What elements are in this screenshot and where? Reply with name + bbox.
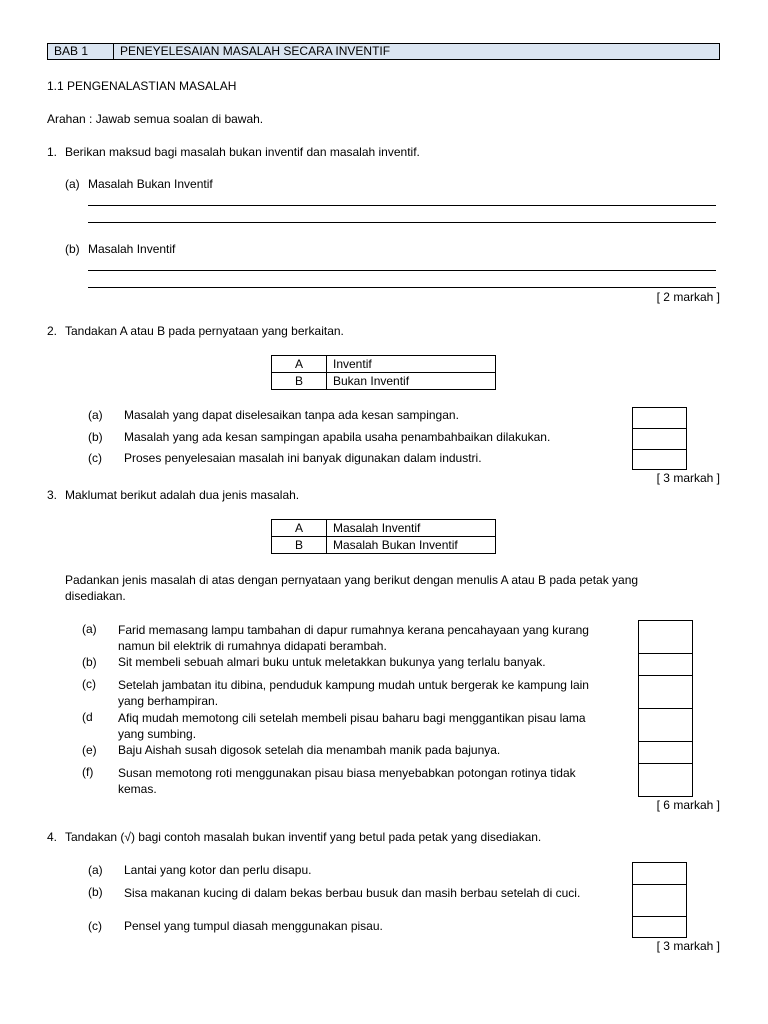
q1-number: 1. [47,145,58,159]
answer-box[interactable] [638,708,693,742]
q2b-text: Masalah yang ada kesan sampingan apabila usaha penambahbaikan dilakukan. [124,430,551,444]
key-row [272,373,496,390]
q2-text: Tandakan A atau B pada pernyataan yang berkaitan. [65,324,344,338]
q4-number: 4. [47,830,58,844]
q3d-label: (d [82,710,93,724]
q4-marks: [ 3 markah ] [656,939,720,953]
q3-text: Maklumat berikut adalah dua jenis masalah. [65,488,300,502]
q1a-text: Masalah Bukan Inventif [88,177,213,191]
q2-marks: [ 3 markah ] [656,471,720,485]
q4c-label: (c) [88,919,102,933]
q2-key-table [271,355,496,390]
key-code: B [272,537,327,554]
q3a-label: (a) [82,622,97,636]
instruction-text: Arahan : Jawab semua soalan di bawah. [47,112,264,126]
q3f-text: Susan memotong roti menggunakan pisau biasa menyebabkan potongan rotinya tidak kemas. [118,766,576,796]
key-code: A [272,520,327,537]
answer-box[interactable] [632,407,687,429]
answer-box[interactable] [638,741,693,764]
q1-text: Berikan maksud bagi masalah bukan inventif dan masalah inventif. [65,145,420,159]
q1a-label: (a) [65,177,80,191]
q2-number: 2. [47,324,58,338]
answer-box[interactable] [632,916,687,938]
q3-number: 3. [47,488,58,502]
q4b-text: Sisa makanan kucing di dalam bekas berbau busuk dan masih berbau setelah di cuci. [124,886,581,900]
answer-line[interactable] [88,270,716,271]
key-value: Inventif [327,356,496,373]
q2c-label: (c) [88,451,102,465]
q4c-text: Pensel yang tumpul diasah menggunakan pisau. [124,919,383,933]
answer-box[interactable] [638,620,693,654]
q1-marks: [ 2 markah ] [656,290,720,304]
q3c-text: Setelah jambatan itu dibina, penduduk kampung mudah untuk bergerak ke kampung lain yang berhampiran. [118,678,589,708]
answer-box[interactable] [632,428,687,450]
key-row [272,520,496,537]
section-title: 1.1 PENGENALASTIAN MASALAH [47,79,237,93]
q3e-label: (e) [82,743,97,757]
key-value: Bukan Inventif [327,373,496,390]
answer-box[interactable] [632,449,687,470]
q3b-label: (b) [82,655,97,669]
q4b-label: (b) [88,885,103,899]
answer-line[interactable] [88,222,716,223]
key-row [272,356,496,373]
q3d-text: Afiq mudah memotong cili setelah membeli pisau baharu bagi menggantikan pisau lama yang sumbing. [118,711,586,741]
q2a-text: Masalah yang dapat diselesaikan tanpa ada kesan sampingan. [124,408,459,422]
q2c-text: Proses penyelesaian masalah ini banyak digunakan dalam industri. [124,451,482,465]
q3-marks: [ 6 markah ] [656,798,720,812]
q3e-text: Baju Aishah susah digosok setelah dia menambah manik pada bajunya. [118,743,501,757]
answer-line[interactable] [88,205,716,206]
key-value: Masalah Bukan Inventif [327,537,496,554]
answer-box[interactable] [638,763,693,797]
q2b-label: (b) [88,430,103,444]
q4a-label: (a) [88,863,103,877]
key-code: B [272,373,327,390]
q1b-label: (b) [65,242,80,256]
q3f-label: (f) [82,765,94,779]
key-row [272,537,496,554]
chapter-number: BAB 1 [48,44,114,59]
q4-text: Tandakan (√) bagi contoh masalah bukan inventif yang betul pada petak yang disediakan. [65,830,542,844]
answer-box[interactable] [638,653,693,676]
answer-box[interactable] [632,862,687,885]
answer-line[interactable] [88,287,716,288]
q3a-text: Farid memasang lampu tambahan di dapur rumahnya kerana pencahayaan yang kurang namun bil elektrik di rumahnya didapati berambah. [118,623,589,653]
q3c-label: (c) [82,677,96,691]
q1b-text: Masalah Inventif [88,242,176,256]
answer-box[interactable] [632,884,687,917]
q3b-text: Sit membeli sebuah almari buku untuk meletakkan bukunya yang terlalu banyak. [118,655,546,669]
key-code: A [272,356,327,373]
chapter-title: PENEYELESAIAN MASALAH SECARA INVENTIF [120,44,391,58]
q2a-label: (a) [88,408,103,422]
q3-key-table [271,519,496,554]
q3-instruction: Padankan jenis masalah di atas dengan pernyataan yang berikut dengan menulis A atau B pada petak yang disediakan. [65,573,639,603]
answer-box[interactable] [638,675,693,709]
chapter-header [47,43,720,60]
q4a-text: Lantai yang kotor dan perlu disapu. [124,863,312,877]
key-value: Masalah Inventif [327,520,496,537]
